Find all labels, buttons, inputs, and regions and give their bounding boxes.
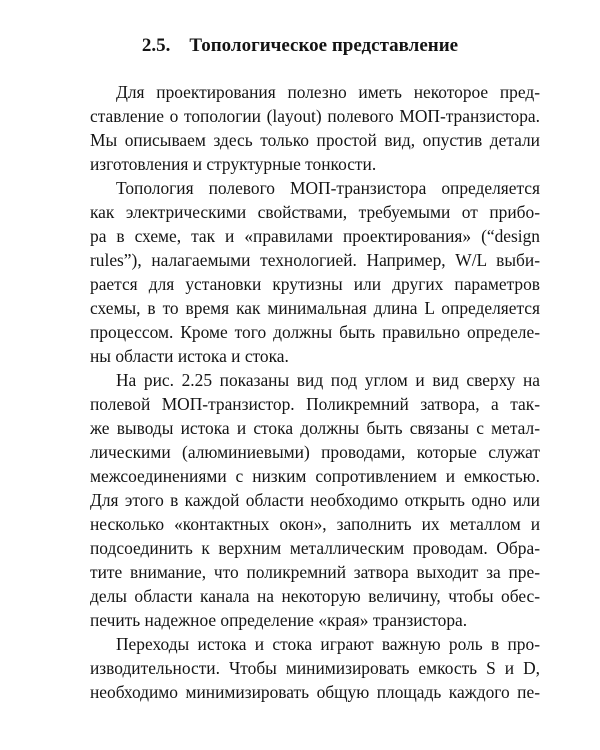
text-line: рается для установки крутизны или других параметров [90, 274, 540, 294]
text-line: же выводы истока и стока должны быть связаны с метал- [90, 418, 540, 438]
text-line: подсоединить к верхним металлическим проводам. Обра- [90, 538, 540, 558]
text-line: rules”), налагаемыми технологией. Например, W/L выби- [90, 250, 540, 270]
text-line: Топология полевого МОП-транзистора определяется [116, 178, 540, 198]
text-line: процессом. Кроме того должны быть правильно определе- [90, 322, 540, 342]
text-line: ра в схеме, так и «правилами проектирования» (“design [90, 226, 540, 246]
text-line: Для проектирования полезно иметь некоторое пред- [116, 82, 540, 102]
text-line: делы области канала на некоторую величину, чтобы обес- [90, 586, 540, 606]
text-line: тите внимание, что поликремний затвора выходит за пре- [90, 562, 540, 582]
text-line: изводительности. Чтобы минимизировать емкость S и D, [90, 658, 540, 678]
text-line: схемы, в то время как минимальная длина L определяется [90, 298, 540, 318]
text-line: ставление о топологии (layout) полевого МОП-транзистора. [90, 106, 540, 126]
text-line: изготовления и структурные тонкости. [90, 154, 377, 174]
text-line: несколько «контактных окон», заполнить их металлом и [90, 514, 540, 534]
text-line: печить надежное определение «края» транзистора. [90, 610, 468, 630]
text-line: ны области истока и стока. [90, 346, 289, 366]
text-line: На рис. 2.25 показаны вид под углом и вид сверху на [116, 370, 540, 390]
text-line: Переходы истока и стока играют важную роль в про- [116, 634, 540, 654]
text-line: полевой МОП-транзистор. Поликремний затвора, а так- [90, 394, 540, 414]
text-line: межсоединениями с низким сопротивлением и емкостью. [90, 466, 540, 486]
text-line: лическими (алюминиевыми) проводами, которые служат [90, 442, 540, 462]
text-line: Мы описываем здесь только простой вид, опустив детали [90, 130, 540, 150]
text-line: Для этого в каждой области необходимо открыть одно или [90, 490, 540, 510]
text-line: необходимо минимизировать общую площадь каждого пе- [90, 682, 540, 702]
text-line: как электрическими свойствами, требуемыми от прибо- [90, 202, 540, 222]
section-heading: 2.5. Топологическое представление [141, 35, 459, 56]
